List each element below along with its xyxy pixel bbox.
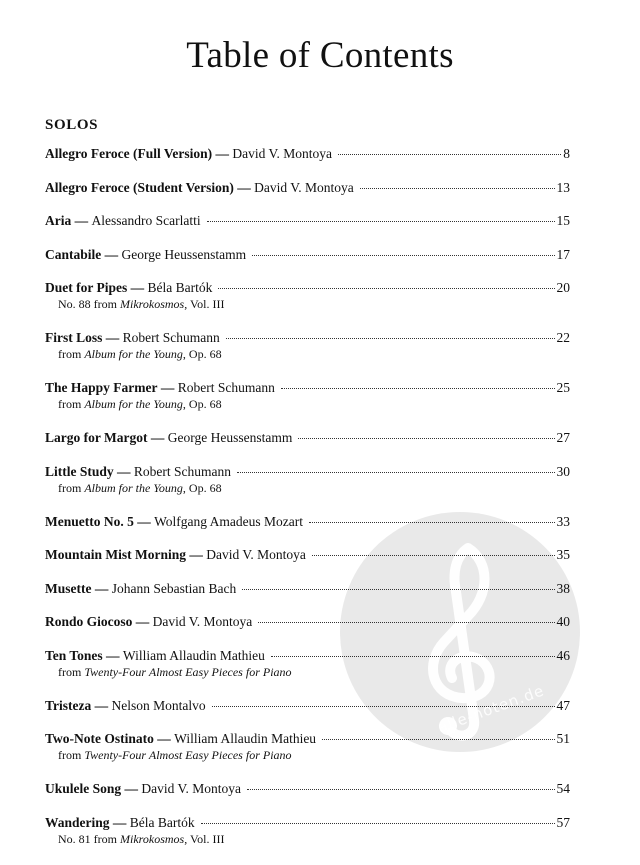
toc-entry[interactable]	[45, 614, 570, 630]
source-note-prefix: from	[58, 397, 85, 411]
composer-name: Robert Schumann	[177, 380, 275, 395]
dot-leader	[309, 512, 555, 523]
toc-entry-line	[45, 514, 570, 530]
source-note-prefix: No. 88 from	[58, 297, 120, 311]
source-note-collection: Album for the Young	[84, 480, 183, 495]
toc-entry[interactable]	[45, 146, 570, 162]
toc-entry[interactable]	[45, 815, 570, 847]
toc-entry[interactable]	[45, 547, 570, 563]
page-number: 22	[556, 330, 570, 345]
dot-leader	[242, 579, 554, 590]
composer-name: William Allaudin Mathieu	[174, 731, 317, 746]
dot-leader	[322, 729, 554, 740]
watermark-text: alle-noten.de	[435, 681, 547, 737]
toc-entry-line	[45, 146, 570, 162]
separator-dash: —	[102, 330, 123, 345]
source-note-suffix: , Op. 68	[182, 347, 222, 361]
source-note-suffix: , Op. 68	[182, 397, 222, 411]
entry-source-note	[45, 665, 570, 680]
toc-entry[interactable]	[45, 330, 570, 362]
toc-entry-line	[45, 247, 570, 263]
page-number: 30	[556, 463, 570, 479]
source-note-collection: Album for the Young	[84, 397, 183, 411]
toc-entry-line	[45, 698, 570, 714]
toc-entry-line	[45, 547, 570, 563]
composer-name: Nelson Montalvo	[111, 697, 206, 713]
toc-entry[interactable]	[45, 464, 570, 496]
composer-name: George Heussenstamm	[121, 246, 247, 262]
dot-leader	[226, 328, 555, 339]
source-note-collection: Twenty-Four Almost Easy Pieces for Piano	[84, 664, 292, 679]
toc-entry[interactable]	[45, 180, 570, 196]
page-number: 13	[556, 179, 570, 195]
dot-leader	[252, 245, 554, 256]
toc-entry-line	[45, 464, 570, 480]
piece-title: Menuetto No. 5	[45, 513, 134, 529]
toc-entry-line	[45, 380, 570, 396]
separator-dash: —	[121, 781, 142, 796]
dot-leader	[207, 211, 555, 222]
source-note-suffix: , Vol. III	[184, 831, 225, 846]
source-note-suffix: , Op. 68	[182, 480, 222, 495]
separator-dash: —	[186, 547, 207, 562]
composer-name: David V. Montoya	[254, 179, 354, 195]
toc-list	[45, 146, 570, 865]
piece-title: Musette	[45, 580, 92, 596]
composer-name: Wolfgang Amadeus Mozart	[154, 513, 303, 529]
toc-entry[interactable]	[45, 213, 570, 229]
dot-leader	[298, 428, 554, 439]
separator-dash: —	[102, 647, 123, 663]
composer-name: Béla Bartók	[129, 814, 195, 830]
toc-entry[interactable]	[45, 247, 570, 263]
page-number: 51	[556, 731, 570, 746]
page-number: 46	[556, 647, 570, 663]
entry-source-note	[45, 832, 570, 847]
entry-source-note	[45, 397, 570, 412]
composer-name: David V. Montoya	[232, 146, 332, 161]
toc-entry-line	[45, 731, 570, 747]
separator-dash: —	[109, 814, 130, 830]
page-number: 15	[556, 213, 570, 228]
dot-leader	[201, 813, 555, 824]
dot-leader	[218, 278, 554, 289]
toc-entry[interactable]	[45, 280, 570, 312]
source-note-prefix: from	[58, 664, 85, 679]
piece-title: Largo for Margot	[45, 430, 148, 445]
dot-leader	[237, 462, 554, 473]
source-note-prefix: from	[58, 748, 85, 762]
composer-name: George Heussenstamm	[167, 430, 293, 445]
toc-entry[interactable]	[45, 514, 570, 530]
composer-name: William Allaudin Mathieu	[122, 647, 265, 663]
toc-entry-line	[45, 648, 570, 664]
composer-name: Béla Bartók	[147, 280, 213, 295]
dot-leader	[360, 178, 555, 189]
toc-entry[interactable]	[45, 781, 570, 797]
separator-dash: —	[133, 513, 155, 529]
toc-entry[interactable]	[45, 698, 570, 714]
source-note-prefix: from	[58, 480, 85, 495]
separator-dash: —	[113, 463, 134, 479]
separator-dash: —	[71, 213, 92, 228]
toc-entry-line	[45, 330, 570, 346]
toc-entry-line	[45, 280, 570, 296]
piece-title: Tristeza	[45, 697, 92, 713]
toc-entry-line	[45, 180, 570, 196]
toc-entry-line	[45, 614, 570, 630]
page-number: 8	[563, 146, 570, 161]
composer-name: Robert Schumann	[122, 330, 220, 345]
toc-entry-line	[45, 781, 570, 797]
page-title: Table of Contents	[186, 35, 454, 76]
piece-title: Two-Note Ostinato	[45, 731, 154, 746]
toc-entry[interactable]	[45, 731, 570, 763]
separator-dash: —	[153, 731, 175, 746]
composer-name: David V. Montoya	[206, 547, 306, 562]
section-heading: SOLOS	[45, 117, 99, 133]
separator-dash: —	[101, 246, 122, 262]
toc-entry[interactable]	[45, 581, 570, 597]
toc-entry[interactable]	[45, 648, 570, 680]
separator-dash: —	[132, 614, 153, 629]
source-note-prefix: from	[58, 347, 85, 361]
dot-leader	[312, 545, 555, 556]
separator-dash: —	[91, 697, 112, 713]
piece-title: Allegro Feroce (Full Version)	[45, 146, 213, 161]
separator-dash: —	[91, 580, 112, 596]
source-note-prefix: No. 81 from	[58, 831, 120, 846]
separator-dash: —	[127, 280, 148, 295]
source-note-collection: Twenty-Four Almost Easy Pieces for Piano	[84, 748, 292, 762]
page-number: 54	[556, 781, 570, 796]
piece-title: First Loss	[45, 330, 103, 345]
composer-name: David V. Montoya	[152, 614, 253, 629]
piece-title: Allegro Feroce (Student Version)	[45, 179, 234, 195]
toc-entry-line	[45, 815, 570, 831]
composer-name: Robert Schumann	[133, 463, 232, 479]
page-number: 27	[556, 430, 570, 445]
entry-source-note	[45, 347, 570, 362]
page-number: 17	[556, 246, 570, 262]
page-number: 47	[556, 697, 570, 713]
dot-leader	[212, 696, 555, 707]
source-note-collection: Mikrokosmos	[120, 831, 185, 846]
toc-entry-line	[45, 213, 570, 229]
page-number: 20	[556, 280, 570, 295]
separator-dash: —	[147, 430, 168, 445]
source-note-collection: Mikrokosmos	[120, 297, 185, 311]
piece-title: Mountain Mist Morning	[45, 547, 187, 562]
page-number: 40	[556, 614, 570, 629]
page-number: 38	[556, 580, 570, 596]
composer-name: Johann Sebastian Bach	[111, 580, 237, 596]
toc-entry-line	[45, 430, 570, 446]
dot-leader	[338, 144, 561, 155]
separator-dash: —	[212, 146, 233, 161]
toc-entry[interactable]	[45, 380, 570, 412]
page-number: 35	[556, 547, 570, 562]
page-number: 57	[556, 814, 570, 830]
dot-leader	[281, 378, 555, 389]
piece-title: Rondo Giocoso	[45, 614, 133, 629]
dot-leader	[247, 779, 554, 790]
piece-title: Ten Tones	[45, 647, 103, 663]
piece-title: Wandering	[45, 814, 110, 830]
entry-source-note	[45, 481, 570, 496]
piece-title: Ukulele Song	[45, 781, 122, 796]
entry-source-note	[45, 748, 570, 763]
source-note-collection: Album for the Young	[84, 347, 183, 361]
page-number: 25	[556, 380, 570, 395]
separator-dash: —	[157, 380, 178, 395]
composer-name: Alessandro Scarlatti	[91, 213, 201, 228]
toc-entry[interactable]	[45, 430, 570, 446]
dot-leader	[271, 646, 555, 657]
piece-title: Little Study	[45, 463, 114, 479]
entry-source-note	[45, 297, 570, 312]
piece-title: The Happy Farmer	[45, 380, 158, 395]
source-note-suffix: , Vol. III	[184, 297, 225, 311]
toc-entry-line	[45, 581, 570, 597]
piece-title: Aria	[45, 213, 72, 228]
page-number: 33	[556, 513, 570, 529]
piece-title: Cantabile	[45, 246, 102, 262]
separator-dash: —	[233, 179, 255, 195]
piece-title: Duet for Pipes	[45, 280, 128, 295]
composer-name: David V. Montoya	[141, 781, 242, 796]
dot-leader	[258, 612, 554, 623]
